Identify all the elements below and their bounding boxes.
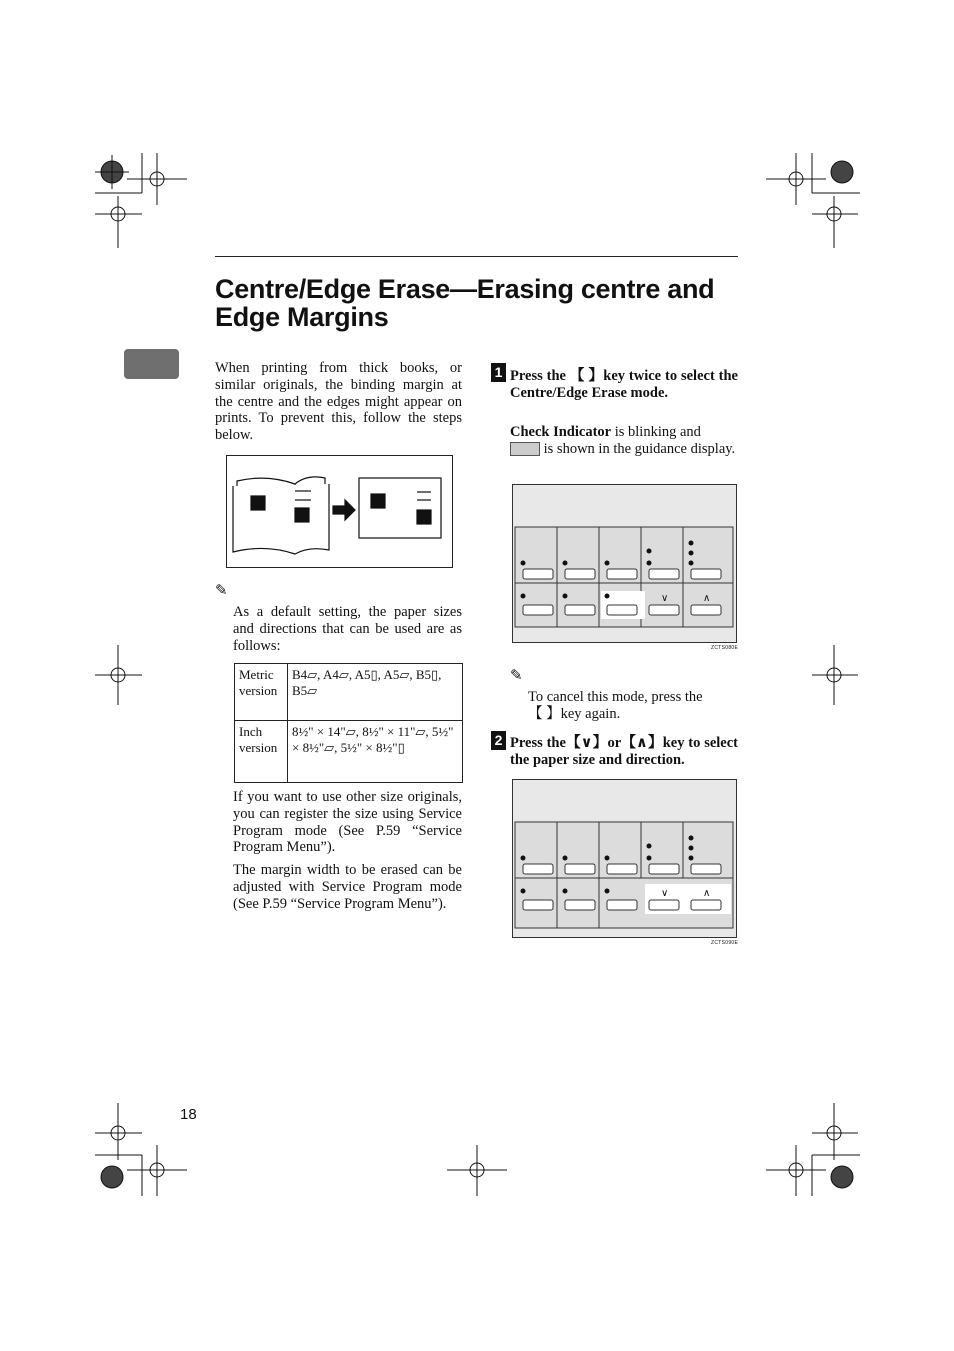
- control-panel-1: [512, 484, 737, 643]
- step-1-badge: 1: [491, 363, 506, 382]
- control-panel-2-drawing: [513, 780, 736, 937]
- check-rest-2: is shown in the guidance display.: [540, 440, 736, 457]
- table-row-value: B4▱, A4▱, A5▯, A5▱, B5▯, B5▱: [288, 664, 463, 721]
- svg-text:∧: ∧: [703, 888, 711, 899]
- step-1-text: Press the 【 】key twice to select the Centre/Edge Erase mode.: [510, 368, 738, 401]
- margin-width-paragraph: The margin width to be erased can be adjusted with Service Program mode (See P.59 “Service Program Menu”).: [233, 862, 462, 912]
- panel-1-code: ZCTS080E: [711, 645, 739, 651]
- intro-paragraph: When printing from thick books, or similar originals, the binding margin at the centre and the edges might appear on prints. To prevent this, follow the steps below.: [215, 360, 462, 444]
- panel-2-code: ZCTS090E: [711, 940, 739, 946]
- title-line-2: Edge Margins: [215, 302, 389, 332]
- chapter-tab: [124, 349, 179, 379]
- table-row: [235, 721, 463, 783]
- control-panel-1-drawing: [513, 485, 736, 642]
- table-row: [235, 664, 463, 721]
- note1-text: As a default setting, the paper sizes and directions that can be used are as follows:: [233, 604, 462, 654]
- svg-text:∨: ∨: [661, 593, 669, 604]
- control-panel-2: [512, 779, 737, 938]
- check-rest: is blinking and: [611, 424, 701, 440]
- title-line-1: Centre/Edge Erase—Erasing centre and: [215, 274, 715, 304]
- book-to-copy-diagram: [227, 456, 452, 567]
- check-indicator-text: [510, 424, 738, 458]
- svg-text:∧: ∧: [703, 593, 711, 604]
- table-row-label: Inch version: [235, 721, 288, 783]
- paper-sizes-table: [234, 663, 463, 783]
- pencil-note-icon-2: ✎: [510, 668, 523, 684]
- svg-text:∨: ∨: [661, 888, 669, 899]
- pencil-note-icon: ✎: [215, 583, 228, 599]
- note2-line-1: To cancel this mode, press the: [528, 689, 703, 705]
- step-2-text: Press the【∨】or【∧】key to select the paper size and direction.: [510, 735, 738, 768]
- check-indicator-label: Check Indicator: [510, 424, 612, 440]
- note2-line-2: 【 】key again.: [528, 705, 621, 722]
- table-row-label: Metric version: [235, 664, 288, 721]
- header-rule: [215, 256, 738, 257]
- step-2-badge: 2: [491, 731, 506, 750]
- page-number: 18: [180, 1106, 197, 1123]
- page-title: [215, 275, 745, 331]
- book-erase-illustration: [226, 455, 453, 568]
- table-row-value: 8½" × 14"▱, 8½" × 11"▱, 5½" × 8½"▱, 5½" × 8½"▯: [288, 721, 463, 783]
- guidance-display-icon: [510, 442, 540, 456]
- note2-text: [528, 689, 738, 723]
- register-size-paragraph: If you want to use other size originals, you can register the size using Service Program mode (See P.59 “Service Program Menu”).: [233, 789, 462, 856]
- paper-sizes-table-wrap: [234, 663, 463, 783]
